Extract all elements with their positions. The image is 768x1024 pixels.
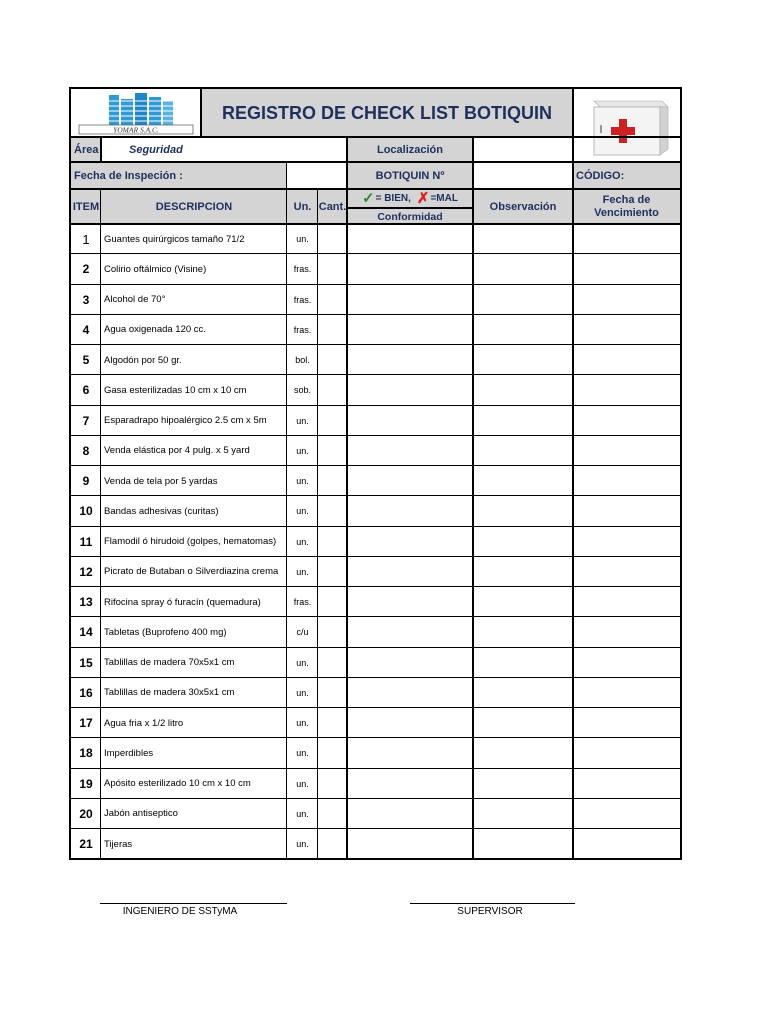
- item-observacion-cell[interactable]: [473, 285, 573, 315]
- item-description: Bandas adhesivas (curitas): [104, 505, 219, 517]
- localizacion-label: Localización: [347, 137, 473, 162]
- item-quantity-cell[interactable]: [318, 738, 347, 768]
- item-description: Alcohol de 70°: [104, 294, 166, 306]
- item-conformidad-cell[interactable]: [347, 799, 473, 829]
- item-number: 19: [79, 776, 93, 791]
- item-quantity-cell[interactable]: [318, 769, 347, 799]
- item-unit: un.: [296, 748, 309, 759]
- item-description: Esparadrapo hipoalérgico 2.5 cm x 5m: [104, 415, 267, 427]
- signature-label-supervisor: SUPERVISOR: [457, 906, 523, 917]
- item-quantity-cell[interactable]: [318, 617, 347, 647]
- item-description: Tablillas de madera 70x5x1 cm: [104, 657, 235, 669]
- item-unit: fras.: [293, 294, 312, 305]
- item-number: 11: [79, 534, 93, 549]
- item-number: 16: [79, 685, 93, 700]
- item-number: 3: [82, 292, 90, 307]
- item-number: 12: [79, 564, 93, 579]
- col-observacion-header: Observación: [473, 189, 573, 224]
- item-quantity-cell[interactable]: [318, 799, 347, 829]
- item-unit: un.: [296, 415, 309, 426]
- signature-line-supervisor: [410, 903, 575, 904]
- item-description: Tablillas de madera 30x5x1 cm: [104, 687, 235, 699]
- item-description: Rifocina spray ó furacín (quemadura): [104, 596, 261, 608]
- company-logo: [71, 89, 201, 137]
- item-number: 18: [79, 746, 93, 761]
- item-description: Agua oxigenada 120 cc.: [104, 324, 206, 336]
- checklist-sheet: [69, 87, 682, 860]
- item-description: Imperdibles: [104, 747, 154, 759]
- item-observacion-cell[interactable]: [473, 587, 573, 617]
- item-quantity-cell[interactable]: [318, 678, 347, 708]
- item-conformidad-cell[interactable]: [347, 648, 473, 678]
- item-quantity-cell[interactable]: [318, 315, 347, 345]
- col-item-header: ITEM: [71, 189, 101, 224]
- item-fecha-vencimiento-cell[interactable]: [573, 315, 680, 345]
- item-fecha-vencimiento-cell[interactable]: [573, 375, 680, 405]
- item-fecha-vencimiento-cell[interactable]: [573, 829, 680, 859]
- conformidad-label: Conformidad: [377, 210, 443, 223]
- item-description: Tabletas (Buprofeno 400 mg): [104, 626, 227, 638]
- item-number: 1: [82, 231, 90, 247]
- item-description: Guantes quirúrgicos tamaño 71/2: [104, 233, 245, 245]
- botiquin-number-field[interactable]: [473, 162, 573, 189]
- item-conformidad-cell[interactable]: [347, 315, 473, 345]
- item-quantity-cell[interactable]: [318, 345, 347, 375]
- item-quantity-cell[interactable]: [318, 708, 347, 738]
- item-unit: un.: [296, 657, 309, 668]
- area-value[interactable]: Seguridad: [129, 143, 183, 156]
- item-observacion-cell[interactable]: [473, 345, 573, 375]
- item-conformidad-cell[interactable]: [347, 285, 473, 315]
- item-conformidad-cell[interactable]: [347, 617, 473, 647]
- item-quantity-cell[interactable]: [318, 375, 347, 405]
- item-quantity-cell[interactable]: [318, 466, 347, 496]
- item-conformidad-cell[interactable]: [347, 678, 473, 708]
- item-conformidad-cell[interactable]: [347, 436, 473, 466]
- item-unit: un.: [296, 445, 309, 456]
- item-observacion-cell[interactable]: [473, 254, 573, 284]
- item-unit: un.: [296, 506, 309, 517]
- item-observacion-cell[interactable]: [473, 557, 573, 587]
- bien-legend: = BIEN,: [375, 192, 411, 204]
- item-number: 5: [82, 353, 90, 368]
- item-quantity-cell[interactable]: [318, 648, 347, 678]
- item-unit: fras.: [293, 264, 312, 275]
- first-aid-box-icon: [582, 93, 672, 159]
- item-number: 10: [79, 504, 93, 519]
- col-fecha-vencimiento-header: Fecha de Vencimiento: [573, 189, 680, 224]
- item-fecha-vencimiento-cell[interactable]: [573, 769, 680, 799]
- item-fecha-vencimiento-cell[interactable]: [573, 557, 680, 587]
- botiquin-number-label: BOTIQUIN Nº: [347, 162, 473, 189]
- item-fecha-vencimiento-cell[interactable]: [573, 678, 680, 708]
- col-conformidad-header: [347, 189, 473, 224]
- item-conformidad-cell[interactable]: [347, 587, 473, 617]
- item-description: Tijeras: [104, 838, 133, 850]
- item-conformidad-cell[interactable]: [347, 375, 473, 405]
- item-conformidad-cell[interactable]: [347, 527, 473, 557]
- item-number: 6: [82, 383, 90, 398]
- item-number: 21: [79, 837, 93, 852]
- item-quantity-cell[interactable]: [318, 285, 347, 315]
- item-conformidad-cell[interactable]: [347, 345, 473, 375]
- item-number: 20: [79, 806, 93, 821]
- item-quantity-cell[interactable]: [318, 587, 347, 617]
- item-quantity-cell[interactable]: [318, 527, 347, 557]
- item-description: Gasa esterilizadas 10 cm x 10 cm: [104, 384, 247, 396]
- area-label: Área: [71, 137, 101, 162]
- item-quantity-cell[interactable]: [318, 406, 347, 436]
- legend: [347, 189, 473, 207]
- item-conformidad-cell[interactable]: [347, 466, 473, 496]
- item-fecha-vencimiento-cell[interactable]: [573, 648, 680, 678]
- item-observacion-cell[interactable]: [473, 224, 573, 254]
- item-number: 17: [79, 716, 93, 731]
- item-fecha-vencimiento-cell[interactable]: [573, 708, 680, 738]
- item-number: 2: [82, 262, 90, 277]
- fecha-inspeccion-label: Fecha de Inspeción :: [71, 162, 287, 189]
- item-quantity-cell[interactable]: [318, 254, 347, 284]
- col-cant-header: Cant.: [318, 189, 347, 224]
- mal-legend: =MAL: [430, 192, 458, 204]
- item-unit: un.: [296, 234, 309, 245]
- item-description: Colirio oftálmico (Visine): [104, 263, 207, 275]
- item-unit: sob.: [293, 385, 311, 396]
- item-unit: c/u: [296, 627, 309, 638]
- cross-icon: ✗: [416, 190, 430, 207]
- item-observacion-cell[interactable]: [473, 799, 573, 829]
- item-conformidad-cell[interactable]: [347, 254, 473, 284]
- logo-text: YOMAR S.A.C.: [113, 125, 159, 135]
- item-description: Apósito esterilizado 10 cm x 10 cm: [104, 778, 251, 790]
- signature-line-ingeniero: [100, 903, 287, 904]
- item-conformidad-cell[interactable]: [347, 496, 473, 526]
- item-observacion-cell[interactable]: [473, 436, 573, 466]
- item-number: 15: [79, 655, 93, 670]
- item-number: 9: [82, 474, 90, 489]
- item-fecha-vencimiento-cell[interactable]: [573, 799, 680, 829]
- fecha-inspeccion-field[interactable]: [287, 162, 347, 189]
- item-fecha-vencimiento-cell[interactable]: [573, 254, 680, 284]
- item-unit: un.: [296, 718, 309, 729]
- item-conformidad-cell[interactable]: [347, 708, 473, 738]
- item-unit: un.: [296, 778, 309, 789]
- item-fecha-vencimiento-cell[interactable]: [573, 587, 680, 617]
- item-number: 4: [82, 322, 90, 337]
- item-observacion-cell[interactable]: [473, 648, 573, 678]
- item-unit: un.: [296, 566, 309, 577]
- item-fecha-vencimiento-cell[interactable]: [573, 285, 680, 315]
- item-conformidad-cell[interactable]: [347, 224, 473, 254]
- row-divider: [71, 858, 680, 859]
- item-observacion-cell[interactable]: [473, 617, 573, 647]
- item-number: 14: [79, 625, 93, 640]
- form-title: REGISTRO DE CHECK LIST BOTIQUIN: [201, 89, 573, 137]
- item-description: Picrato de Butaban o Silverdiazina crema: [104, 566, 279, 578]
- item-number: 13: [79, 595, 93, 610]
- item-conformidad-cell[interactable]: [347, 406, 473, 436]
- item-conformidad-cell[interactable]: [347, 738, 473, 768]
- item-unit: bol.: [295, 355, 310, 366]
- item-observacion-cell[interactable]: [473, 406, 573, 436]
- codigo-label: CÓDIGO:: [573, 162, 680, 189]
- item-quantity-cell[interactable]: [318, 436, 347, 466]
- item-fecha-vencimiento-cell[interactable]: [573, 406, 680, 436]
- localizacion-field[interactable]: [473, 137, 573, 162]
- item-quantity-cell[interactable]: [318, 496, 347, 526]
- signature-label-ingeniero: INGENIERO DE SSTyMA: [122, 906, 238, 917]
- item-fecha-vencimiento-cell[interactable]: [573, 527, 680, 557]
- item-fecha-vencimiento-cell[interactable]: [573, 345, 680, 375]
- item-observacion-cell[interactable]: [473, 708, 573, 738]
- item-description: Venda elástica por 4 pulg. x 5 yard: [104, 445, 250, 457]
- item-quantity-cell[interactable]: [318, 829, 347, 859]
- item-fecha-vencimiento-cell[interactable]: [573, 466, 680, 496]
- item-conformidad-cell[interactable]: [347, 829, 473, 859]
- item-unit: un.: [296, 839, 309, 850]
- item-description: Agua fria x 1/2 litro: [104, 717, 184, 729]
- item-quantity-cell[interactable]: [318, 224, 347, 254]
- item-quantity-cell[interactable]: [318, 557, 347, 587]
- item-unit: un.: [296, 808, 309, 819]
- item-observacion-cell[interactable]: [473, 527, 573, 557]
- item-observacion-cell[interactable]: [473, 496, 573, 526]
- item-fecha-vencimiento-cell[interactable]: [573, 224, 680, 254]
- item-observacion-cell[interactable]: [473, 315, 573, 345]
- item-fecha-vencimiento-cell[interactable]: [573, 496, 680, 526]
- item-fecha-vencimiento-cell[interactable]: [573, 436, 680, 466]
- item-unit: un.: [296, 536, 309, 547]
- item-observacion-cell[interactable]: [473, 738, 573, 768]
- item-description: Jabón antiseptico: [104, 808, 178, 820]
- item-observacion-cell[interactable]: [473, 829, 573, 859]
- item-conformidad-cell[interactable]: [347, 557, 473, 587]
- item-number: 7: [82, 413, 90, 428]
- col-un-header: Un.: [287, 189, 318, 224]
- item-unit: un.: [296, 687, 309, 698]
- item-observacion-cell[interactable]: [473, 466, 573, 496]
- item-description: Algodón por 50 gr.: [104, 354, 182, 366]
- item-conformidad-cell[interactable]: [347, 769, 473, 799]
- item-unit: fras.: [293, 597, 312, 608]
- item-observacion-cell[interactable]: [473, 375, 573, 405]
- item-fecha-vencimiento-cell[interactable]: [573, 617, 680, 647]
- item-description: Venda de tela por 5 yardas: [104, 475, 218, 487]
- item-observacion-cell[interactable]: [473, 769, 573, 799]
- building-logo-icon: [71, 89, 201, 137]
- first-aid-kit-image: [573, 89, 680, 162]
- item-observacion-cell[interactable]: [473, 678, 573, 708]
- col-descripcion-header: DESCRIPCION: [101, 189, 287, 224]
- item-number: 8: [82, 443, 90, 458]
- check-icon: ✓: [362, 190, 375, 207]
- item-unit: un.: [296, 476, 309, 487]
- item-fecha-vencimiento-cell[interactable]: [573, 738, 680, 768]
- item-unit: fras.: [293, 324, 312, 335]
- item-description: Flamodil ó hirudoid (golpes, hematomas): [104, 536, 277, 548]
